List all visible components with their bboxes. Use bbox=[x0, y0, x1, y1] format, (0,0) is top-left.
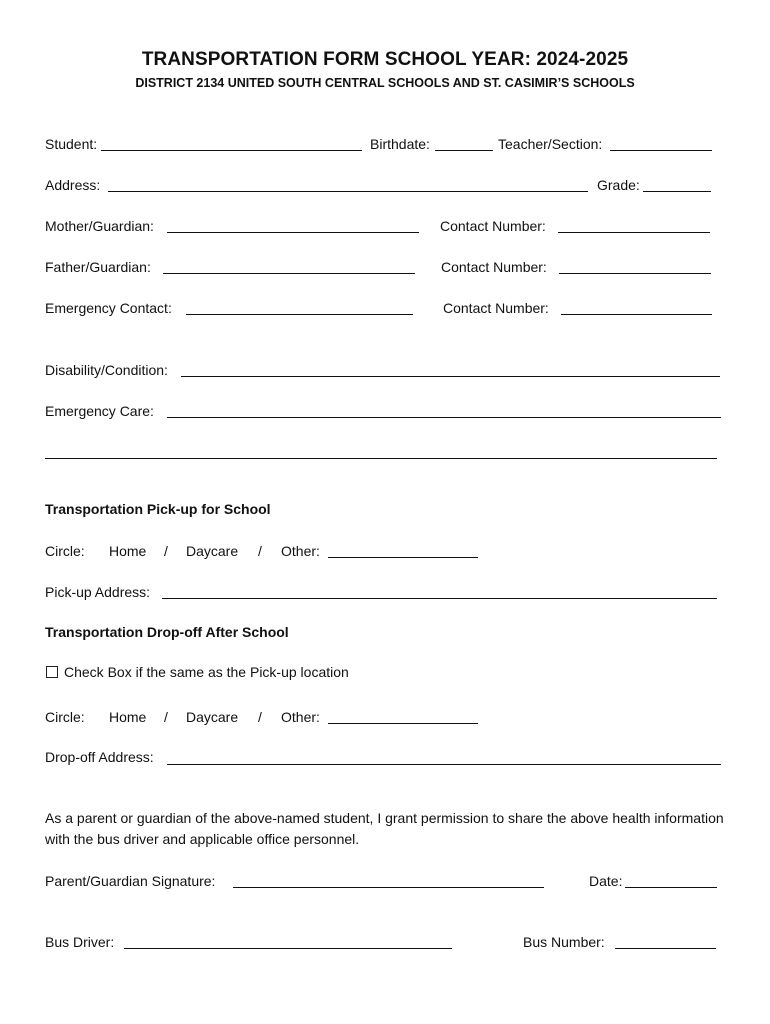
emergency-care-label: Emergency Care: bbox=[45, 403, 154, 419]
dropoff-other-field[interactable] bbox=[328, 723, 478, 724]
dropoff-circle-label: Circle: bbox=[45, 709, 85, 725]
mother-contact-label: Contact Number: bbox=[440, 218, 546, 234]
date-label: Date: bbox=[589, 873, 623, 889]
mother-guardian-label: Mother/Guardian: bbox=[45, 218, 154, 234]
student-field[interactable] bbox=[101, 150, 362, 151]
dropoff-separator: / bbox=[258, 709, 262, 725]
emergency-contact-field[interactable] bbox=[186, 314, 413, 315]
emergency-contact-number-label: Contact Number: bbox=[443, 300, 549, 316]
teacher-section-label: Teacher/Section: bbox=[498, 136, 603, 152]
form-title: TRANSPORTATION FORM SCHOOL YEAR: 2024-2025 bbox=[141, 49, 629, 70]
pickup-heading: Transportation Pick-up for School bbox=[45, 501, 271, 517]
emergency-care-field-continued[interactable] bbox=[45, 458, 717, 459]
pickup-address-label: Pick-up Address: bbox=[45, 584, 151, 600]
signature-field[interactable] bbox=[233, 887, 544, 888]
dropoff-option-other[interactable]: Other: bbox=[281, 709, 320, 725]
pickup-separator: / bbox=[258, 543, 262, 559]
birthdate-label: Birthdate: bbox=[370, 136, 430, 152]
signature-label: Parent/Guardian Signature: bbox=[45, 873, 216, 889]
dropoff-address-label: Drop-off Address: bbox=[45, 749, 154, 765]
mother-guardian-field[interactable] bbox=[167, 232, 419, 233]
same-as-pickup-label: Check Box if the same as the Pick-up location bbox=[64, 664, 349, 680]
pickup-option-other[interactable]: Other: bbox=[281, 543, 320, 559]
disability-condition-label: Disability/Condition: bbox=[45, 362, 168, 378]
emergency-care-field[interactable] bbox=[167, 417, 721, 418]
father-guardian-field[interactable] bbox=[163, 273, 415, 274]
date-field[interactable] bbox=[625, 887, 717, 888]
mother-contact-field[interactable] bbox=[558, 232, 710, 233]
dropoff-address-field[interactable] bbox=[167, 764, 721, 765]
father-contact-field[interactable] bbox=[559, 273, 711, 274]
bus-number-field[interactable] bbox=[615, 948, 716, 949]
pickup-option-daycare[interactable]: Daycare bbox=[186, 543, 239, 559]
same-as-pickup-row[interactable] bbox=[46, 664, 349, 680]
grade-field[interactable] bbox=[643, 191, 711, 192]
father-contact-label: Contact Number: bbox=[441, 259, 547, 275]
address-field[interactable] bbox=[108, 191, 588, 192]
father-guardian-label: Father/Guardian: bbox=[45, 259, 151, 275]
dropoff-separator: / bbox=[164, 709, 168, 725]
pickup-separator: / bbox=[164, 543, 168, 559]
grade-label: Grade: bbox=[597, 177, 640, 193]
pickup-circle-label: Circle: bbox=[45, 543, 85, 559]
bus-number-label: Bus Number: bbox=[523, 934, 605, 950]
pickup-other-field[interactable] bbox=[328, 557, 478, 558]
pickup-option-home[interactable]: Home bbox=[109, 543, 147, 559]
dropoff-option-daycare[interactable]: Daycare bbox=[186, 709, 239, 725]
bus-driver-field[interactable] bbox=[124, 948, 452, 949]
birthdate-field[interactable] bbox=[435, 150, 493, 151]
bus-driver-label: Bus Driver: bbox=[45, 934, 115, 950]
pickup-address-field[interactable] bbox=[162, 598, 717, 599]
same-as-pickup-checkbox[interactable] bbox=[46, 666, 58, 678]
teacher-section-field[interactable] bbox=[610, 150, 712, 151]
consent-statement: As a parent or guardian of the above-named student, I grant permission to share the above health information with the bus driver and applicable office personnel. bbox=[45, 810, 724, 847]
address-label: Address: bbox=[45, 177, 101, 193]
dropoff-heading: Transportation Drop-off After School bbox=[45, 624, 289, 640]
disability-condition-field[interactable] bbox=[181, 376, 720, 377]
dropoff-option-home[interactable]: Home bbox=[109, 709, 147, 725]
emergency-contact-number-field[interactable] bbox=[561, 314, 712, 315]
student-label: Student: bbox=[45, 136, 98, 152]
emergency-contact-label: Emergency Contact: bbox=[45, 300, 172, 316]
form-subtitle: DISTRICT 2134 UNITED SOUTH CENTRAL SCHOOLS AND ST. CASIMIR’S SCHOOLS bbox=[135, 76, 635, 90]
